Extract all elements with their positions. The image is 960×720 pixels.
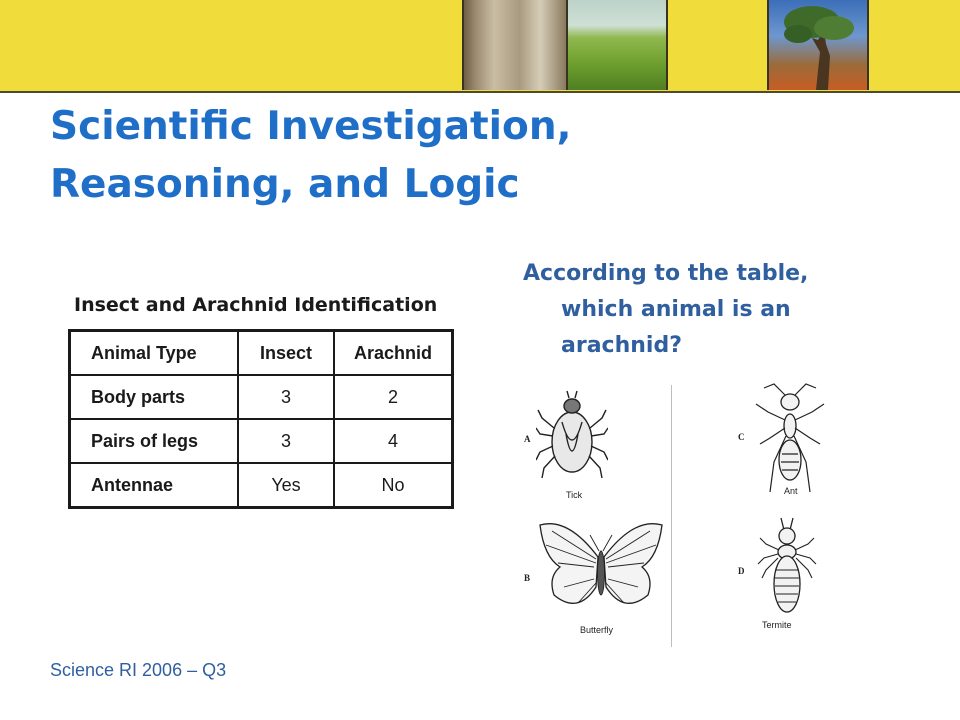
table-cell: Yes bbox=[238, 463, 334, 508]
identification-table bbox=[68, 329, 454, 509]
photo-separator bbox=[767, 0, 769, 90]
table-cell: 3 bbox=[238, 419, 334, 463]
table-row-label: Body parts bbox=[70, 375, 239, 419]
table-cell: No bbox=[334, 463, 453, 508]
table-row bbox=[70, 375, 453, 419]
photo-separator bbox=[666, 0, 668, 90]
choice-letter: D bbox=[738, 566, 745, 576]
choice-d[interactable] bbox=[738, 514, 834, 632]
choices-divider bbox=[671, 385, 672, 647]
table-header-cell: Insect bbox=[238, 331, 334, 376]
table-cell: 4 bbox=[334, 419, 453, 463]
desert-tree-photo bbox=[768, 0, 868, 90]
butterfly-icon bbox=[538, 517, 664, 623]
tree-icon bbox=[768, 0, 868, 90]
choice-caption: Ant bbox=[784, 486, 798, 496]
table-title: Insect and Arachnid Identification bbox=[74, 294, 438, 316]
choice-letter: A bbox=[524, 434, 531, 444]
question-text bbox=[523, 256, 923, 364]
header-underline bbox=[0, 91, 960, 93]
photo-strip-gap bbox=[667, 0, 768, 90]
table-row-label: Pairs of legs bbox=[70, 419, 239, 463]
choice-caption: Termite bbox=[762, 620, 792, 630]
choice-letter: C bbox=[738, 432, 745, 442]
table-header-row bbox=[70, 331, 453, 376]
photo-separator bbox=[566, 0, 568, 90]
tick-icon bbox=[536, 388, 608, 488]
choice-b[interactable] bbox=[522, 515, 668, 641]
question-line: According to the table, bbox=[523, 261, 809, 286]
table-cell: 3 bbox=[238, 375, 334, 419]
window-light-photo bbox=[463, 0, 566, 90]
choice-a[interactable] bbox=[522, 388, 662, 508]
table-header-cell: Animal Type bbox=[70, 331, 239, 376]
termite-icon bbox=[756, 514, 818, 618]
slide-title: Scientific Investigation, Reasoning, and Logic bbox=[50, 104, 572, 207]
table-row bbox=[70, 463, 453, 508]
slide-footer: Science RI 2006 – Q3 bbox=[50, 660, 227, 680]
table-row-label: Antennae bbox=[70, 463, 239, 508]
choice-letter: B bbox=[524, 573, 531, 583]
green-hill-photo bbox=[567, 0, 667, 90]
choice-caption: Tick bbox=[566, 490, 583, 500]
ant-icon bbox=[752, 382, 828, 494]
photo-separator bbox=[867, 0, 869, 90]
question-line: which animal is an bbox=[561, 297, 791, 322]
question-line: arachnid? bbox=[561, 333, 682, 358]
table-cell: 2 bbox=[334, 375, 453, 419]
table-header-cell: Arachnid bbox=[334, 331, 453, 376]
photo-separator bbox=[462, 0, 464, 90]
choice-c[interactable] bbox=[738, 382, 834, 500]
choice-caption: Butterfly bbox=[580, 625, 614, 635]
table-row bbox=[70, 419, 453, 463]
